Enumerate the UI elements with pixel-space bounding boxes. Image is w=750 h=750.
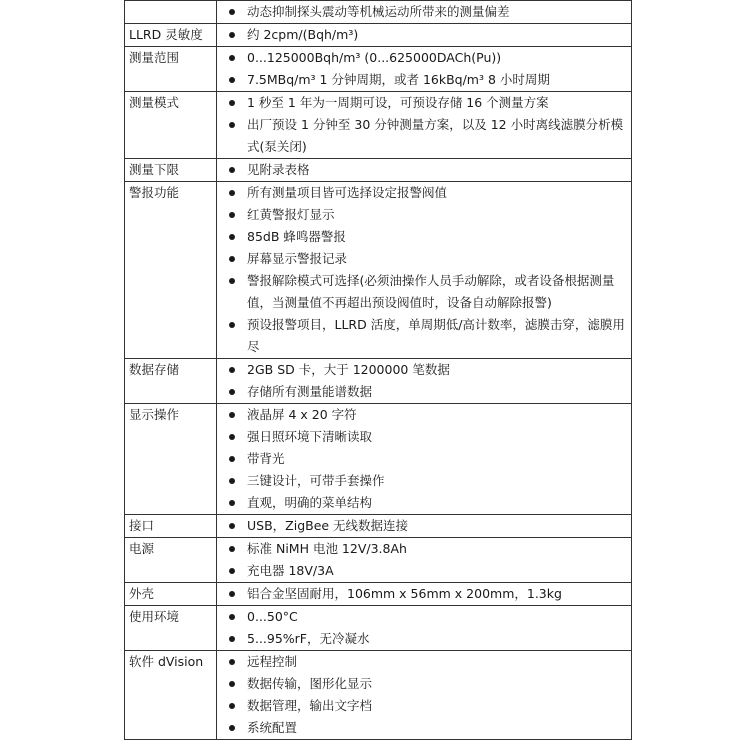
- spec-row: [125, 1, 632, 24]
- spec-item-text: 铝合金坚固耐用，106mm x 56mm x 200mm，1.3kg: [247, 586, 562, 601]
- bullet-icon: [229, 546, 235, 552]
- spec-label: 显示操作: [125, 404, 217, 515]
- spec-item-text: 5...95%rF，无冷凝水: [247, 631, 370, 646]
- list-item: [223, 47, 631, 69]
- spec-item-text: 红黄警报灯显示: [247, 207, 335, 222]
- list-item: [223, 426, 631, 448]
- spec-items: [217, 47, 632, 92]
- spec-item-text: USB，ZigBee 无线数据连接: [247, 518, 409, 533]
- spec-item-text: 预设报警项目，LLRD 活度，单周期低/高计数率，滤膜击穿，滤膜用尽: [247, 317, 625, 354]
- spec-label: 测量下限: [125, 159, 217, 182]
- bullet-icon: [229, 389, 235, 395]
- list-item: [223, 69, 631, 91]
- spec-table-body: [125, 1, 632, 740]
- spec-row: [125, 359, 632, 404]
- spec-item-text: 三键设计，可带手套操作: [247, 473, 385, 488]
- spec-label: 软件 dVision: [125, 651, 217, 740]
- list-item: [223, 448, 631, 470]
- list-item: [223, 606, 631, 628]
- bullet-icon: [229, 77, 235, 83]
- bullet-icon: [229, 212, 235, 218]
- spec-item-text: 85dB 蜂鸣器警报: [247, 229, 346, 244]
- spec-item-list: [223, 47, 631, 91]
- spec-row: [125, 24, 632, 47]
- spec-row: [125, 47, 632, 92]
- spec-item-text: 警报解除模式可选择(必须油操作人员手动解除，或者设备根据测量值，当测量值不再超出预设阀值时，设备自动解除报警): [247, 273, 615, 310]
- bullet-icon: [229, 278, 235, 284]
- spec-item-list: [223, 359, 631, 403]
- spec-label: 数据存储: [125, 359, 217, 404]
- spec-item-text: 1 秒至 1 年为一周期可设，可预设存储 16 个测量方案: [247, 95, 549, 110]
- bullet-icon: [229, 434, 235, 440]
- bullet-icon: [229, 167, 235, 173]
- spec-item-list: [223, 159, 631, 181]
- list-item: [223, 695, 631, 717]
- bullet-icon: [229, 725, 235, 731]
- list-item: [223, 314, 631, 358]
- bullet-icon: [229, 500, 235, 506]
- spec-item-text: 出厂预设 1 分钟至 30 分钟测量方案，以及 12 小时离线滤膜分析模式(泵关闭): [247, 117, 624, 154]
- bullet-icon: [229, 190, 235, 196]
- list-item: [223, 651, 631, 673]
- bullet-icon: [229, 412, 235, 418]
- bullet-icon: [229, 568, 235, 574]
- spec-item-text: 存储所有测量能谱数据: [247, 384, 373, 399]
- list-item: [223, 404, 631, 426]
- spec-items: [217, 1, 632, 24]
- list-item: [223, 270, 631, 314]
- spec-items: [217, 24, 632, 47]
- spec-item-text: 带背光: [247, 451, 285, 466]
- list-item: [223, 381, 631, 403]
- list-item: [223, 583, 631, 605]
- spec-row: [125, 515, 632, 538]
- spec-item-text: 系统配置: [247, 720, 298, 735]
- spec-item-list: [223, 24, 631, 46]
- bullet-icon: [229, 591, 235, 597]
- spec-label: [125, 1, 217, 24]
- spec-label: 测量模式: [125, 92, 217, 159]
- spec-row: [125, 404, 632, 515]
- list-item: [223, 248, 631, 270]
- list-item: [223, 628, 631, 650]
- spec-row: [125, 651, 632, 740]
- spec-label: 电源: [125, 538, 217, 583]
- spec-item-text: 充电器 18V/3A: [247, 563, 334, 578]
- spec-items: [217, 182, 632, 359]
- list-item: [223, 560, 631, 582]
- bullet-icon: [229, 614, 235, 620]
- spec-row: [125, 159, 632, 182]
- spec-label: 使用环境: [125, 606, 217, 651]
- list-item: [223, 92, 631, 114]
- spec-item-text: 2GB SD 卡，大于 1200000 笔数据: [247, 362, 450, 377]
- spec-item-text: 数据管理，输出文字档: [247, 698, 373, 713]
- spec-item-text: 屏幕显示警报记录: [247, 251, 348, 266]
- spec-items: [217, 538, 632, 583]
- list-item: [223, 470, 631, 492]
- spec-items: [217, 606, 632, 651]
- list-item: [223, 717, 631, 739]
- list-item: [223, 226, 631, 248]
- bullet-icon: [229, 55, 235, 61]
- spec-item-list: [223, 583, 631, 605]
- spec-items: [217, 404, 632, 515]
- spec-item-list: [223, 538, 631, 582]
- list-item: [223, 1, 631, 23]
- spec-item-list: [223, 651, 631, 739]
- bullet-icon: [229, 256, 235, 262]
- spec-items: [217, 159, 632, 182]
- spec-item-text: 0...50°C: [247, 609, 298, 624]
- spec-item-list: [223, 515, 631, 537]
- bullet-icon: [229, 100, 235, 106]
- spec-row: [125, 538, 632, 583]
- spec-items: [217, 515, 632, 538]
- spec-label: 测量范围: [125, 47, 217, 92]
- spec-item-text: 远程控制: [247, 654, 298, 669]
- bullet-icon: [229, 681, 235, 687]
- spec-items: [217, 359, 632, 404]
- spec-label: LLRD 灵敏度: [125, 24, 217, 47]
- spec-item-text: 0...125000Bqh/m³ (0...625000DACh(Pu)): [247, 50, 502, 65]
- list-item: [223, 24, 631, 46]
- spec-items: [217, 583, 632, 606]
- spec-item-text: 约 2cpm/(Bqh/m³): [247, 27, 359, 42]
- list-item: [223, 114, 631, 158]
- spec-row: [125, 182, 632, 359]
- spec-label: 外壳: [125, 583, 217, 606]
- spec-item-list: [223, 606, 631, 650]
- spec-item-text: 所有测量项目皆可选择设定报警阀值: [247, 185, 448, 200]
- bullet-icon: [229, 523, 235, 529]
- spec-item-list: [223, 404, 631, 514]
- list-item: [223, 515, 631, 537]
- bullet-icon: [229, 478, 235, 484]
- list-item: [223, 359, 631, 381]
- spec-items: [217, 92, 632, 159]
- spec-item-text: 见附录表格: [247, 162, 310, 177]
- spec-item-text: 7.5MBq/m³ 1 分钟周期，或者 16kBq/m³ 8 小时周期: [247, 72, 550, 87]
- list-item: [223, 492, 631, 514]
- spec-item-text: 标准 NiMH 电池 12V/3.8Ah: [247, 541, 407, 556]
- bullet-icon: [229, 234, 235, 240]
- list-item: [223, 538, 631, 560]
- spec-item-list: [223, 92, 631, 158]
- spec-label: 警报功能: [125, 182, 217, 359]
- spec-item-text: 直观，明确的菜单结构: [247, 495, 373, 510]
- spec-item-text: 动态抑制探头震动等机械运动所带来的测量偏差: [247, 4, 510, 19]
- list-item: [223, 159, 631, 181]
- bullet-icon: [229, 32, 235, 38]
- spec-label: 接口: [125, 515, 217, 538]
- spec-row: [125, 583, 632, 606]
- spec-item-text: 数据传输，图形化显示: [247, 676, 373, 691]
- spec-item-list: [223, 182, 631, 358]
- spec-items: [217, 651, 632, 740]
- list-item: [223, 182, 631, 204]
- bullet-icon: [229, 122, 235, 128]
- list-item: [223, 673, 631, 695]
- spec-table: [124, 0, 632, 740]
- spec-row: [125, 92, 632, 159]
- spec-item-list: [223, 1, 631, 23]
- bullet-icon: [229, 322, 235, 328]
- list-item: [223, 204, 631, 226]
- bullet-icon: [229, 703, 235, 709]
- bullet-icon: [229, 456, 235, 462]
- bullet-icon: [229, 636, 235, 642]
- bullet-icon: [229, 367, 235, 373]
- bullet-icon: [229, 9, 235, 15]
- bullet-icon: [229, 659, 235, 665]
- spec-row: [125, 606, 632, 651]
- spec-item-text: 液晶屏 4 x 20 字符: [247, 407, 357, 422]
- spec-item-text: 强日照环境下清晰读取: [247, 429, 373, 444]
